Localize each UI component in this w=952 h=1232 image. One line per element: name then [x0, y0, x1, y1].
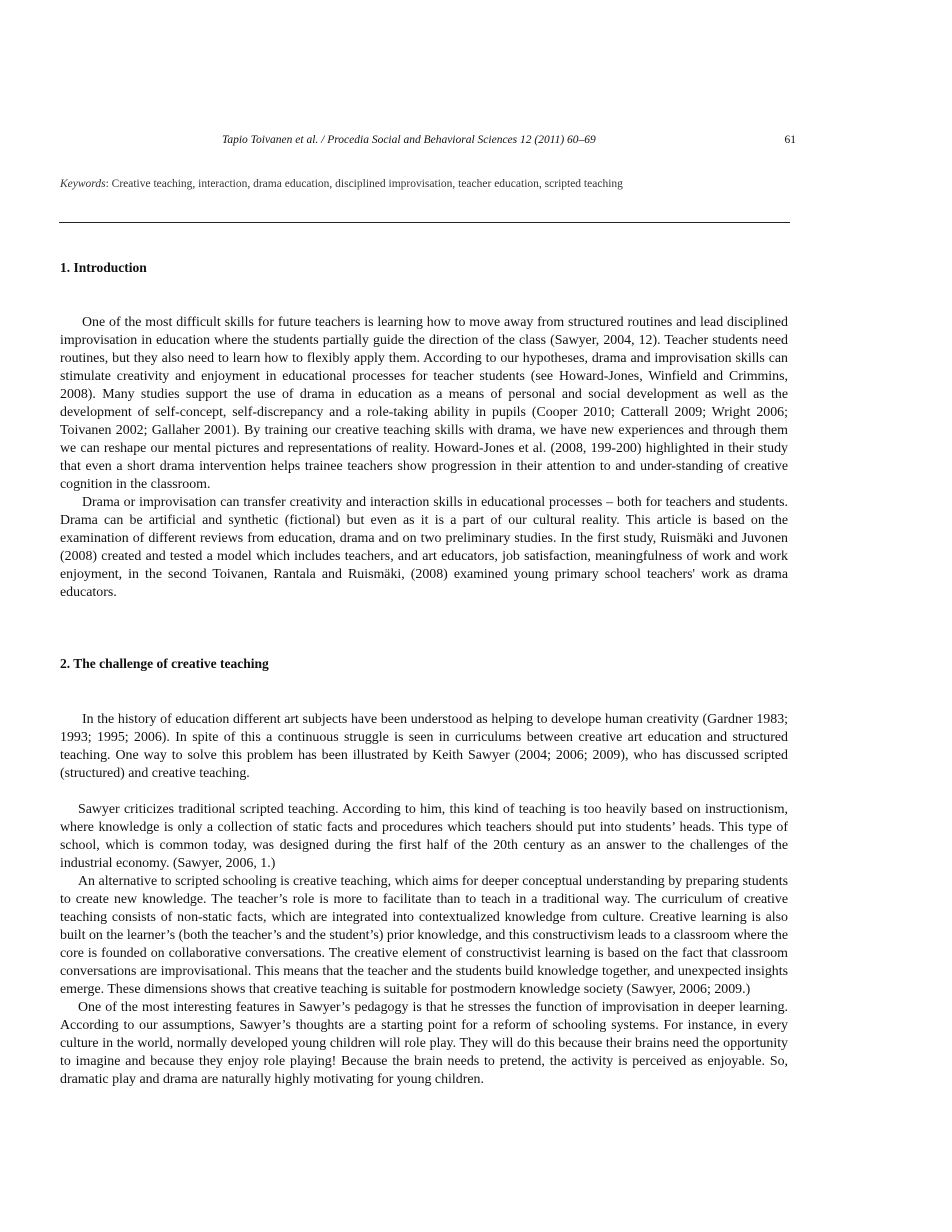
- keywords-text: : Creative teaching, interaction, drama education, disciplined improvisation, teacher education, scripted teaching: [105, 178, 623, 190]
- section-heading-creative-teaching: 2. The challenge of creative teaching: [60, 656, 269, 671]
- body-paragraph: Sawyer criticizes traditional scripted teaching. According to him, this kind of teaching is too heavily based on instructionism, where knowledge is only a collection of static facts and procedures which teachers should put into students’ heads. This type of school, which is common today, was designed during the first half of the 20th century as an answer to the challenges of the industrial economy. (Sawyer, 2006, 1.): [60, 802, 788, 871]
- keywords-line: [60, 178, 790, 190]
- introduction-body: [60, 314, 788, 602]
- body-paragraph: Drama or improvisation can transfer creativity and interaction skills in educational processes – both for teachers and students. Drama can be artificial and synthetic (fictional) but even as it is a part of our cultural reality. This article is based on the examination of different reviews from education, drama and on two preliminary studies. In the first study, Ruismäki and Juvonen (2008) created and tested a model which includes teachers, and art educators, job satisfaction, meaningfulness of work and work enjoyment, in the second Toivanen, Rantala and Ruismäki, (2008) examined young primary school teachers' work as drama educators.: [60, 495, 788, 600]
- body-paragraph: One of the most interesting features in Sawyer’s pedagogy is that he stresses the function of improvisation in deeper learning. According to our assumptions, Sawyer’s thoughts are a starting point for a reform of schooling systems. For instance, in every culture in the world, normally developed young children will role play. They will do this because their brains need the opportunity to imagine and because they enjoy role playing! Because the brain needs to pretend, the activity is perceived as enjoyable. So, dramatic play and drama are naturally highly motivating for young children.: [60, 1000, 788, 1087]
- body-paragraph: One of the most difficult skills for future teachers is learning how to move away from structured routines and lead disciplined improvisation in education where the students partially guide the direction of the class (Sawyer, 2004, 12). Teacher students need routines, but they also need to learn how to flexibly apply them. According to our hypotheses, drama and improvisation skills can stimulate creativity and enjoyment in educational processes for teacher students (see Howard-Jones, Winfield and Crimmins, 2008). Many studies support the use of drama in education as a means of personal and social development as well as the development of self-concept, self-discrepancy and a role-taking ability in pupils (Cooper 2010; Catterall 2009; Wright 2006; Toivanen 2002; Gallaher 2001). By training our creative teaching skills with drama, we have new experiences and through them we can reshape our mental pictures and representations of reality. Howard-Jones et al. (2008, 199-200) highlighted in their study that even a short drama intervention helps trainee teachers show progression in their attention to and under-standing of creative cognition in the classroom.: [60, 315, 788, 492]
- body-paragraph: An alternative to scripted schooling is creative teaching, which aims for deeper conceptual understanding by preparing students to create new knowledge. The teacher’s role is more to facilitate than to teach in a traditional way. The curriculum of creative teaching consists of non-static facts, which are integrated into contextualized knowledge from culture. Creative learning is also built on the learner’s (both the teacher’s and the student’s) prior knowledge, and this constructivism leads to a classroom where the core is founded on collaborative conversations. The creative element of constructivist learning is based on the fact that classroom conversations are improvisational. This means that the teacher and the students build knowledge together, and unexpected insights emerge. These dimensions shows that creative teaching is suitable for postmodern knowledge society (Sawyer, 2006; 2009.): [60, 874, 788, 997]
- keywords-label: Keywords: [60, 178, 106, 190]
- section-heading-introduction: 1. Introduction: [60, 260, 147, 275]
- journal-citation: Tapio Toivanen et al. / Procedia Social and Behavioral Sciences 12 (2011) 60–69: [222, 134, 596, 146]
- header-divider: [59, 222, 790, 223]
- creative-teaching-body: [60, 711, 788, 1089]
- body-paragraph: In the history of education different art subjects have been understood as helping to develope human creativity (Gardner 1983; 1993; 1995; 2006). In spite of this a continuous struggle is seen in curriculums between creative art education and structured teaching. One way to solve this problem has been illustrated by Keith Sawyer (2004; 2006; 2009), who has discussed scripted (structured) and creative teaching.: [60, 712, 788, 781]
- running-header: [60, 134, 796, 150]
- page-number: 61: [784, 134, 796, 146]
